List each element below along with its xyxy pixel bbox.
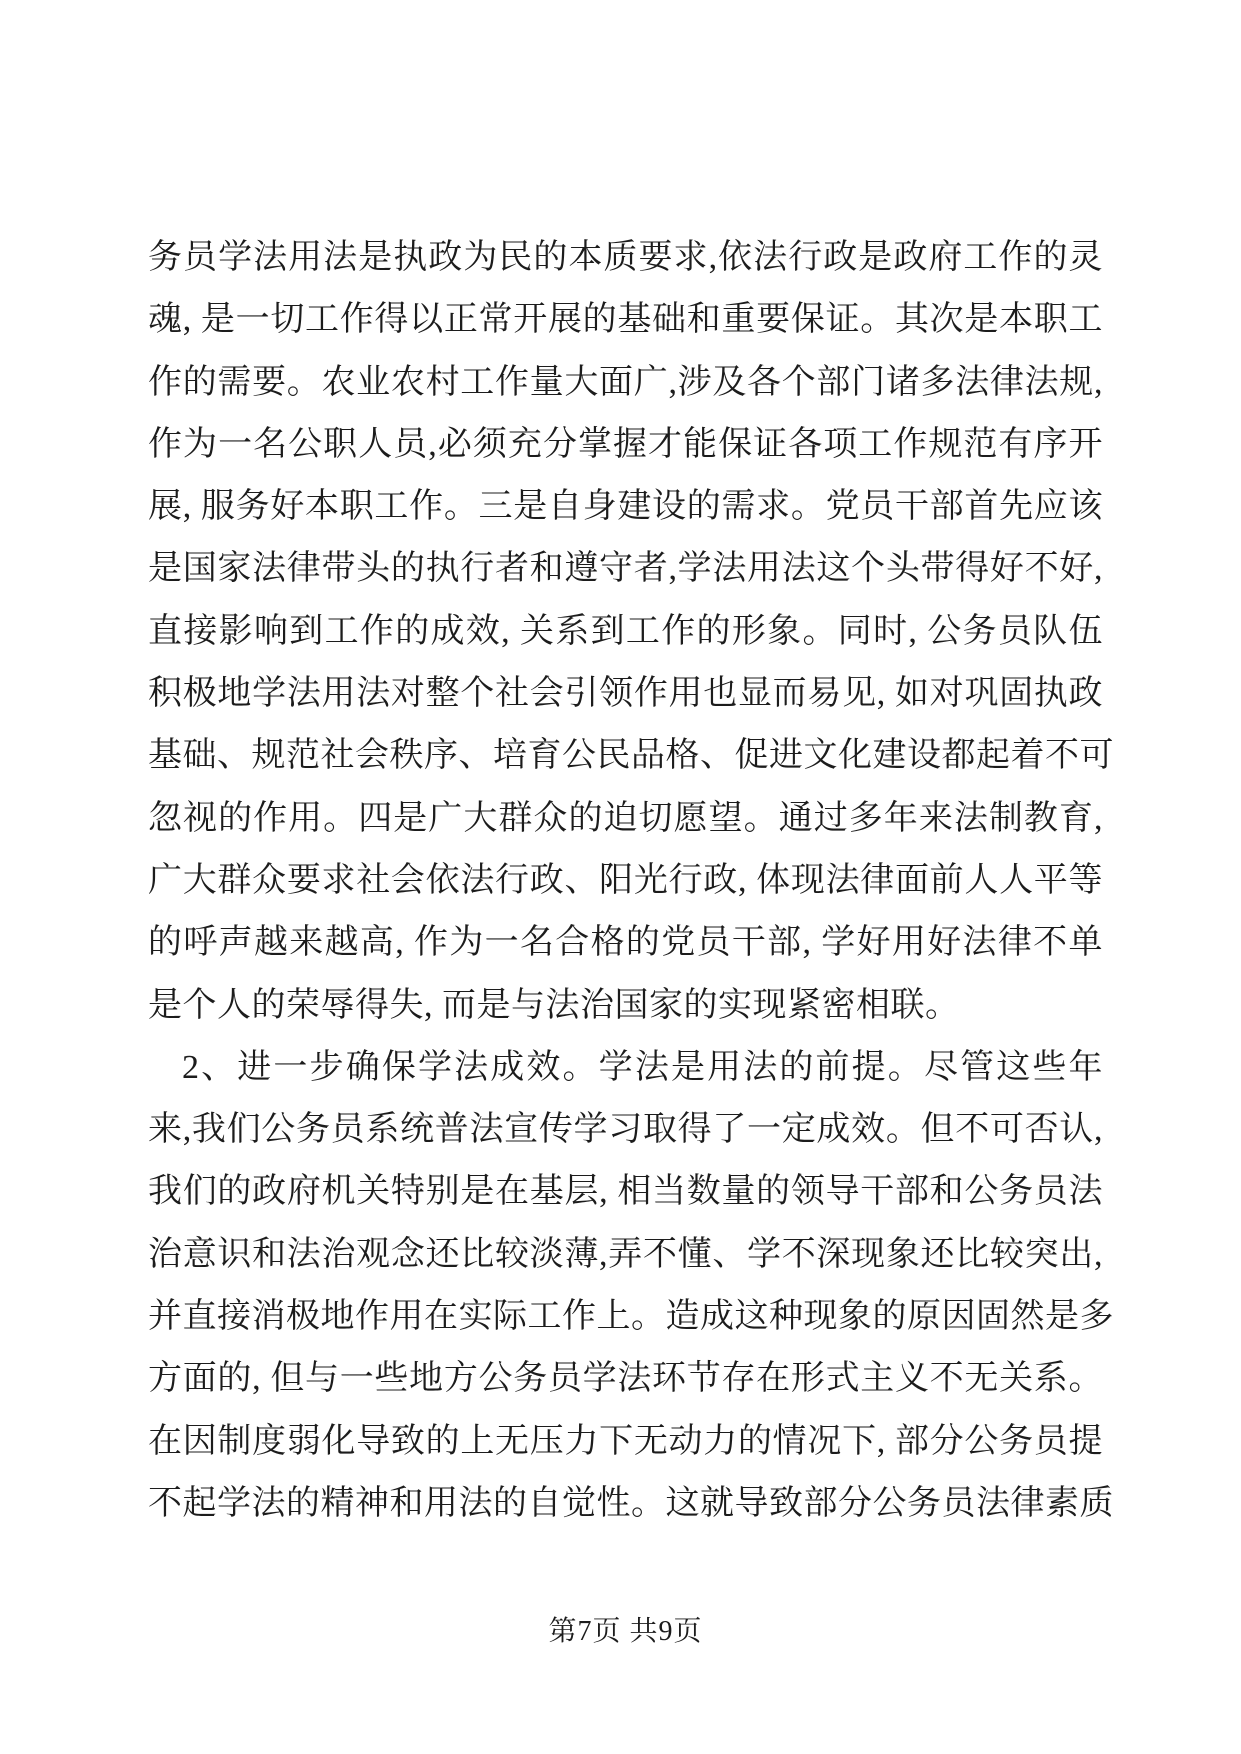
text-line: 来,我们公务员系统普法宣传学习取得了一定成效。但不可否认,	[148, 1111, 1103, 1149]
text-line: 在因制度弱化导致的上无压力下无动力的情况下, 部分公务员提	[148, 1422, 1103, 1460]
document-body	[148, 227, 1114, 1535]
page-number-footer: 第7页 共9页	[548, 1616, 703, 1647]
text-line: 我们的政府机关特别是在基层, 相当数量的领导干部和公务员法	[148, 1173, 1103, 1211]
text-line: 魂, 是一切工作得以正常开展的基础和重要保证。其次是本职工	[148, 301, 1103, 339]
text-line: 直接影响到工作的成效, 关系到工作的形象。同时, 公务员队伍	[148, 612, 1103, 650]
text-line: 并直接消极地作用在实际工作上。造成这种现象的原因固然是多	[148, 1298, 1114, 1336]
text-line: 不起学法的精神和用法的自觉性。这就导致部分公务员法律素质	[148, 1484, 1114, 1522]
paragraph	[148, 227, 1114, 1037]
text-line: 2、进一步确保学法成效。学法是用法的前提。尽管这些年	[182, 1048, 1103, 1086]
text-line: 忽视的作用。四是广大群众的迫切愿望。通过多年来法制教育,	[148, 799, 1103, 837]
text-line: 积极地学法用法对整个社会引领作用也显而易见, 如对巩固执政	[148, 675, 1103, 713]
text-line: 治意识和法治观念还比较淡薄,弄不懂、学不深现象还比较突出,	[148, 1235, 1103, 1273]
text-line: 作为一名公职人员,必须充分掌握才能保证各项工作规范有序开	[148, 425, 1103, 463]
text-line: 是国家法律带头的执行者和遵守者,学法用法这个头带得好不好,	[148, 550, 1103, 588]
text-line: 作的需要。农业农村工作量大面广,涉及各个部门诸多法律法规,	[148, 363, 1103, 401]
text-line: 方面的, 但与一些地方公务员学法环节存在形式主义不无关系。	[148, 1360, 1103, 1398]
text-line: 展, 服务好本职工作。三是自身建设的需求。党员干部首先应该	[148, 488, 1103, 526]
text-line: 广大群众要求社会依法行政、阳光行政, 体现法律面前人人平等	[148, 861, 1103, 899]
text-line: 基础、规范社会秩序、培育公民品格、促进文化建设都起着不可	[148, 737, 1114, 775]
text-line: 是个人的荣辱得失, 而是与法治国家的实现紧密相联。	[148, 986, 960, 1024]
text-line: 务员学法用法是执政为民的本质要求,依法行政是政府工作的灵	[148, 239, 1103, 276]
text-line: 的呼声越来越高, 作为一名合格的党员干部, 学好用好法律不单	[148, 924, 1103, 962]
paragraph	[148, 1037, 1114, 1535]
